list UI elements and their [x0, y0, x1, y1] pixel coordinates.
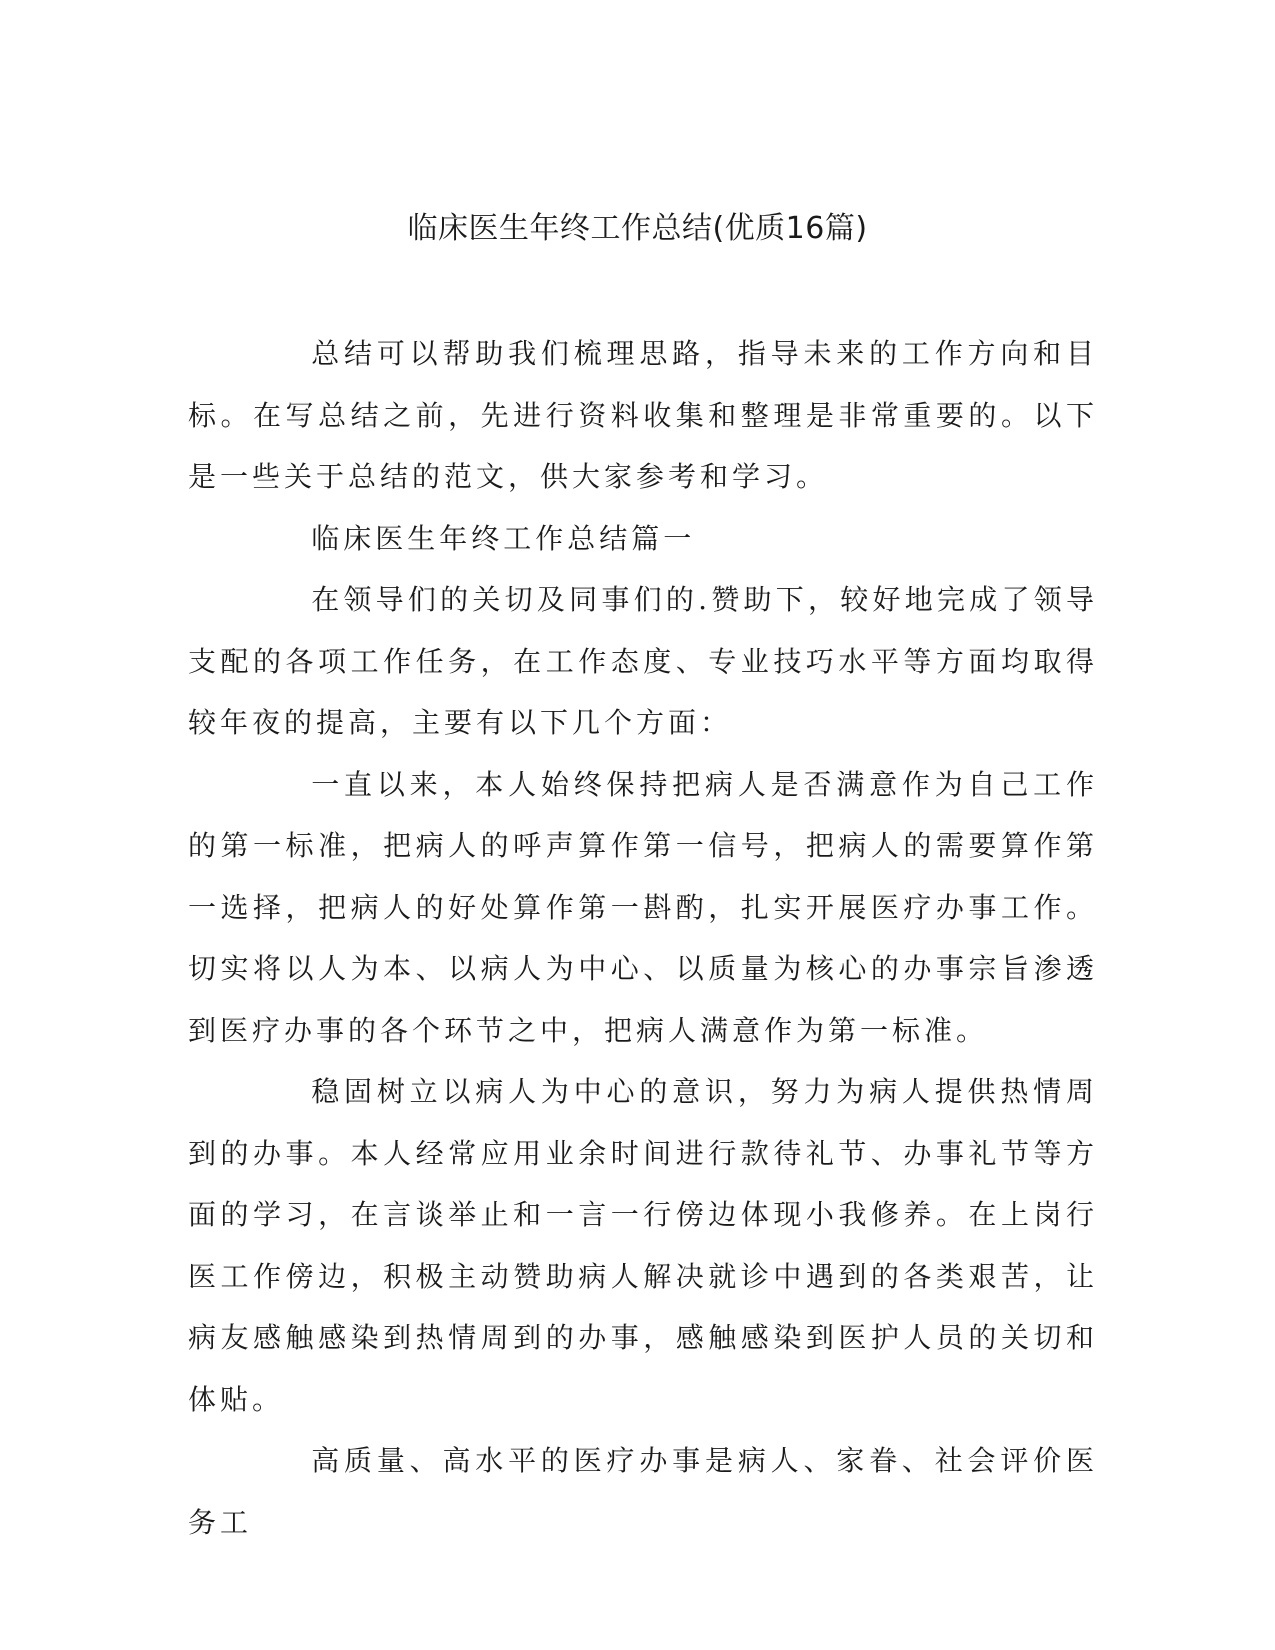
document-title: 临床医生年终工作总结(优质16篇)	[407, 211, 868, 246]
body-paragraph: 在领导们的关切及同事们的.赞助下，较好地完成了领导支配的各项工作任务，在工作态度、专业技巧水平等方面均取得较年夜的提高，主要有以下几个方面：	[188, 583, 1098, 739]
intro-paragraph: 总结可以帮助我们梳理思路，指导未来的工作方向和目标。在写总结之前，先进行资料收集和整理是非常重要的。以下是一些关于总结的范文，供大家参考和学习。	[188, 337, 1098, 493]
section-heading: 临床医生年终工作总结篇一	[311, 521, 696, 555]
body-paragraph: 高质量、高水平的医疗办事是病人、家眷、社会评价医务工	[188, 1444, 1098, 1539]
body-paragraph: 一直以来，本人始终保持把病人是否满意作为自己工作的第一标准，把病人的呼声算作第一信号，把病人的需要算作第一选择，把病人的好处算作第一斟酌，扎实开展医疗办事工作。切实将以人为本、以病人为中心、以质量为核心的办事宗旨渗透到医疗办事的各个环节之中，把病人满意作为第一标准。	[188, 767, 1098, 1047]
body-paragraph: 稳固树立以病人为中心的意识，努力为病人提供热情周到的办事。本人经常应用业余时间进行款待礼节、办事礼节等方面的学习，在言谈举止和一言一行傍边体现小我修养。在上岗行医工作傍边，积极主动赞助病人解决就诊中遇到的各类艰苦，让病友感触感染到热情周到的办事，感触感染到医护人员的关切和体贴。	[188, 1075, 1098, 1416]
document-body	[188, 323, 1098, 1553]
